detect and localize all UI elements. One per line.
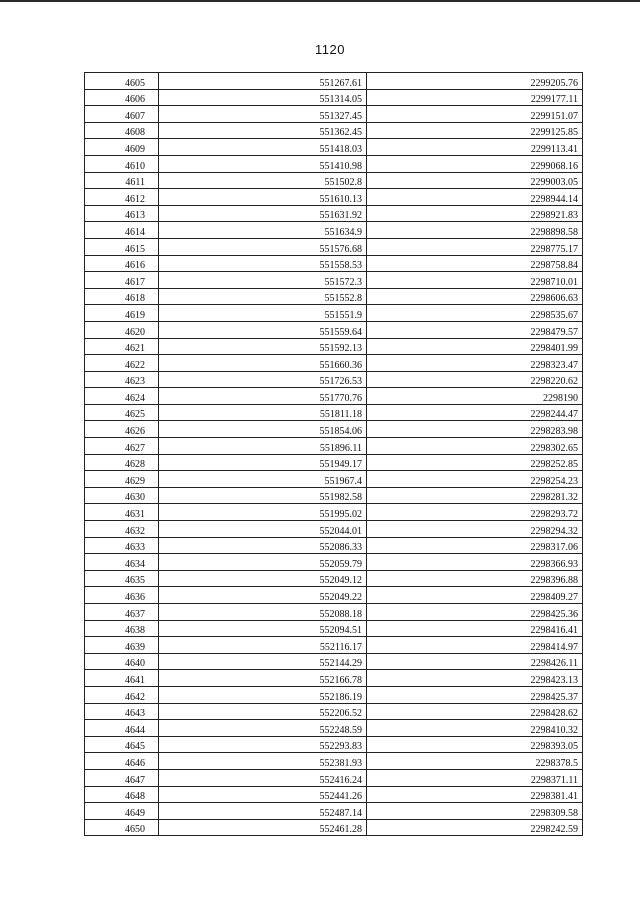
point-number-cell: 4626 (85, 421, 159, 438)
point-number-cell: 4636 (85, 587, 159, 604)
y-coordinate-cell: 2298606.63 (367, 288, 583, 305)
y-coordinate-cell: 2298371.11 (367, 769, 583, 786)
x-coordinate-cell: 551502.8 (159, 172, 367, 189)
y-coordinate-cell: 2298758.84 (367, 255, 583, 272)
x-coordinate-cell: 552166.78 (159, 670, 367, 687)
y-coordinate-cell: 2298414.97 (367, 637, 583, 654)
table-row (85, 521, 583, 538)
y-coordinate-cell: 2298425.37 (367, 686, 583, 703)
table-row (85, 205, 583, 222)
x-coordinate-cell: 552206.52 (159, 703, 367, 720)
x-coordinate-cell: 552381.93 (159, 753, 367, 770)
table-row (85, 670, 583, 687)
page-number: 1120 (315, 42, 345, 57)
x-coordinate-cell: 552094.51 (159, 620, 367, 637)
table-row (85, 139, 583, 156)
y-coordinate-cell: 2298428.62 (367, 703, 583, 720)
point-number-cell: 4643 (85, 703, 159, 720)
y-coordinate-cell: 2298252.85 (367, 454, 583, 471)
x-coordinate-cell: 551559.64 (159, 321, 367, 338)
y-coordinate-cell: 2298323.47 (367, 355, 583, 372)
point-number-cell: 4613 (85, 205, 159, 222)
table-row (85, 222, 583, 239)
y-coordinate-cell: 2298242.59 (367, 819, 583, 836)
table-row (85, 487, 583, 504)
y-coordinate-cell: 2298535.67 (367, 305, 583, 322)
y-coordinate-cell: 2298401.99 (367, 338, 583, 355)
table-row (85, 537, 583, 554)
point-number-cell: 4648 (85, 786, 159, 803)
x-coordinate-cell: 551418.03 (159, 139, 367, 156)
point-number-cell: 4614 (85, 222, 159, 239)
y-coordinate-cell: 2298775.17 (367, 238, 583, 255)
y-coordinate-cell: 2298396.88 (367, 570, 583, 587)
table-row (85, 272, 583, 289)
x-coordinate-cell: 551995.02 (159, 504, 367, 521)
point-number-cell: 4638 (85, 620, 159, 637)
point-number-cell: 4634 (85, 554, 159, 571)
y-coordinate-cell: 2298425.36 (367, 604, 583, 621)
point-number-cell: 4611 (85, 172, 159, 189)
x-coordinate-cell: 551726.53 (159, 371, 367, 388)
point-number-cell: 4649 (85, 803, 159, 820)
point-number-cell: 4632 (85, 521, 159, 538)
point-number-cell: 4635 (85, 570, 159, 587)
point-number-cell: 4605 (85, 73, 159, 90)
table-row (85, 255, 583, 272)
x-coordinate-cell: 551267.61 (159, 73, 367, 90)
y-coordinate-cell: 2298302.65 (367, 438, 583, 455)
x-coordinate-cell: 552293.83 (159, 736, 367, 753)
point-number-cell: 4640 (85, 653, 159, 670)
y-coordinate-cell: 2299003.05 (367, 172, 583, 189)
x-coordinate-cell: 551854.06 (159, 421, 367, 438)
y-coordinate-cell: 2298294.32 (367, 521, 583, 538)
y-coordinate-cell: 2298410.32 (367, 720, 583, 737)
x-coordinate-cell: 552144.29 (159, 653, 367, 670)
point-number-cell: 4629 (85, 471, 159, 488)
point-number-cell: 4622 (85, 355, 159, 372)
table-row (85, 686, 583, 703)
point-number-cell: 4627 (85, 438, 159, 455)
point-number-cell: 4633 (85, 537, 159, 554)
x-coordinate-cell: 552044.01 (159, 521, 367, 538)
x-coordinate-cell: 552248.59 (159, 720, 367, 737)
x-coordinate-cell: 551770.76 (159, 388, 367, 405)
y-coordinate-cell: 2298944.14 (367, 189, 583, 206)
y-coordinate-cell: 2298416.41 (367, 620, 583, 637)
point-number-cell: 4650 (85, 819, 159, 836)
table-row (85, 637, 583, 654)
point-number-cell: 4619 (85, 305, 159, 322)
x-coordinate-cell: 552059.79 (159, 554, 367, 571)
page-top-rule (0, 0, 640, 2)
table-row (85, 570, 583, 587)
table-row (85, 189, 583, 206)
x-coordinate-cell: 551949.17 (159, 454, 367, 471)
coordinate-table-body (85, 73, 583, 836)
x-coordinate-cell: 551811.18 (159, 404, 367, 421)
table-row (85, 454, 583, 471)
table-row (85, 786, 583, 803)
x-coordinate-cell: 552487.14 (159, 803, 367, 820)
point-number-cell: 4641 (85, 670, 159, 687)
point-number-cell: 4644 (85, 720, 159, 737)
x-coordinate-cell: 551314.05 (159, 89, 367, 106)
x-coordinate-cell: 552461.28 (159, 819, 367, 836)
x-coordinate-cell: 552088.18 (159, 604, 367, 621)
x-coordinate-cell: 552049.12 (159, 570, 367, 587)
point-number-cell: 4623 (85, 371, 159, 388)
x-coordinate-cell: 551896.11 (159, 438, 367, 455)
y-coordinate-cell: 2299177.11 (367, 89, 583, 106)
table-row (85, 421, 583, 438)
x-coordinate-cell: 552086.33 (159, 537, 367, 554)
table-row (85, 155, 583, 172)
point-number-cell: 4620 (85, 321, 159, 338)
table-row (85, 438, 583, 455)
table-row (85, 371, 583, 388)
x-coordinate-cell: 551362.45 (159, 122, 367, 139)
x-coordinate-cell: 551558.53 (159, 255, 367, 272)
y-coordinate-cell: 2298283.98 (367, 421, 583, 438)
y-coordinate-cell: 2299113.41 (367, 139, 583, 156)
point-number-cell: 4628 (85, 454, 159, 471)
x-coordinate-cell: 551410.98 (159, 155, 367, 172)
table-row (85, 122, 583, 139)
table-row (85, 604, 583, 621)
point-number-cell: 4645 (85, 736, 159, 753)
y-coordinate-cell: 2298479.57 (367, 321, 583, 338)
point-number-cell: 4617 (85, 272, 159, 289)
x-coordinate-cell: 551631.92 (159, 205, 367, 222)
table-row (85, 471, 583, 488)
x-coordinate-cell: 551610.13 (159, 189, 367, 206)
table-row (85, 73, 583, 90)
y-coordinate-cell: 2299068.16 (367, 155, 583, 172)
table-row (85, 305, 583, 322)
table-row (85, 819, 583, 836)
table-row (85, 106, 583, 123)
table-row (85, 620, 583, 637)
table-row (85, 388, 583, 405)
y-coordinate-cell: 2298378.5 (367, 753, 583, 770)
point-number-cell: 4624 (85, 388, 159, 405)
point-number-cell: 4647 (85, 769, 159, 786)
table-row (85, 89, 583, 106)
x-coordinate-cell: 551967.4 (159, 471, 367, 488)
table-row (85, 720, 583, 737)
point-number-cell: 4646 (85, 753, 159, 770)
table-row (85, 587, 583, 604)
x-coordinate-cell: 552049.22 (159, 587, 367, 604)
x-coordinate-cell: 551634.9 (159, 222, 367, 239)
table-row (85, 288, 583, 305)
point-number-cell: 4637 (85, 604, 159, 621)
y-coordinate-cell: 2298244.47 (367, 404, 583, 421)
point-number-cell: 4625 (85, 404, 159, 421)
point-number-cell: 4609 (85, 139, 159, 156)
point-number-cell: 4608 (85, 122, 159, 139)
table-row (85, 803, 583, 820)
table-row (85, 653, 583, 670)
x-coordinate-cell: 551982.58 (159, 487, 367, 504)
y-coordinate-cell: 2298921.83 (367, 205, 583, 222)
point-number-cell: 4607 (85, 106, 159, 123)
table-row (85, 504, 583, 521)
x-coordinate-cell: 551551.9 (159, 305, 367, 322)
point-number-cell: 4615 (85, 238, 159, 255)
x-coordinate-cell: 552116.17 (159, 637, 367, 654)
y-coordinate-cell: 2298409.27 (367, 587, 583, 604)
table-row (85, 172, 583, 189)
point-number-cell: 4618 (85, 288, 159, 305)
table-row (85, 554, 583, 571)
x-coordinate-cell: 551327.45 (159, 106, 367, 123)
y-coordinate-cell: 2298309.58 (367, 803, 583, 820)
point-number-cell: 4639 (85, 637, 159, 654)
x-coordinate-cell: 551572.3 (159, 272, 367, 289)
x-coordinate-cell: 551660.36 (159, 355, 367, 372)
y-coordinate-cell: 2298423.13 (367, 670, 583, 687)
table-row (85, 355, 583, 372)
table-row (85, 753, 583, 770)
point-number-cell: 4610 (85, 155, 159, 172)
table-row (85, 703, 583, 720)
y-coordinate-cell: 2298393.05 (367, 736, 583, 753)
y-coordinate-cell: 2298281.32 (367, 487, 583, 504)
x-coordinate-cell: 552416.24 (159, 769, 367, 786)
y-coordinate-cell: 2298426.11 (367, 653, 583, 670)
y-coordinate-cell: 2298381.41 (367, 786, 583, 803)
table-row (85, 338, 583, 355)
x-coordinate-cell: 551592.13 (159, 338, 367, 355)
y-coordinate-cell: 2298710.01 (367, 272, 583, 289)
point-number-cell: 4621 (85, 338, 159, 355)
x-coordinate-cell: 551576.68 (159, 238, 367, 255)
y-coordinate-cell: 2298898.58 (367, 222, 583, 239)
coordinate-table (84, 72, 583, 836)
x-coordinate-cell: 552186.19 (159, 686, 367, 703)
table-row (85, 736, 583, 753)
y-coordinate-cell: 2299205.76 (367, 73, 583, 90)
y-coordinate-cell: 2298254.23 (367, 471, 583, 488)
point-number-cell: 4606 (85, 89, 159, 106)
table-row (85, 404, 583, 421)
y-coordinate-cell: 2298366.93 (367, 554, 583, 571)
y-coordinate-cell: 2298220.62 (367, 371, 583, 388)
y-coordinate-cell: 2298190 (367, 388, 583, 405)
point-number-cell: 4642 (85, 686, 159, 703)
y-coordinate-cell: 2299125.85 (367, 122, 583, 139)
table-row (85, 321, 583, 338)
y-coordinate-cell: 2298293.72 (367, 504, 583, 521)
point-number-cell: 4612 (85, 189, 159, 206)
point-number-cell: 4631 (85, 504, 159, 521)
y-coordinate-cell: 2299151.07 (367, 106, 583, 123)
point-number-cell: 4616 (85, 255, 159, 272)
y-coordinate-cell: 2298317.06 (367, 537, 583, 554)
x-coordinate-cell: 551552.8 (159, 288, 367, 305)
table-row (85, 238, 583, 255)
point-number-cell: 4630 (85, 487, 159, 504)
x-coordinate-cell: 552441.26 (159, 786, 367, 803)
table-row (85, 769, 583, 786)
